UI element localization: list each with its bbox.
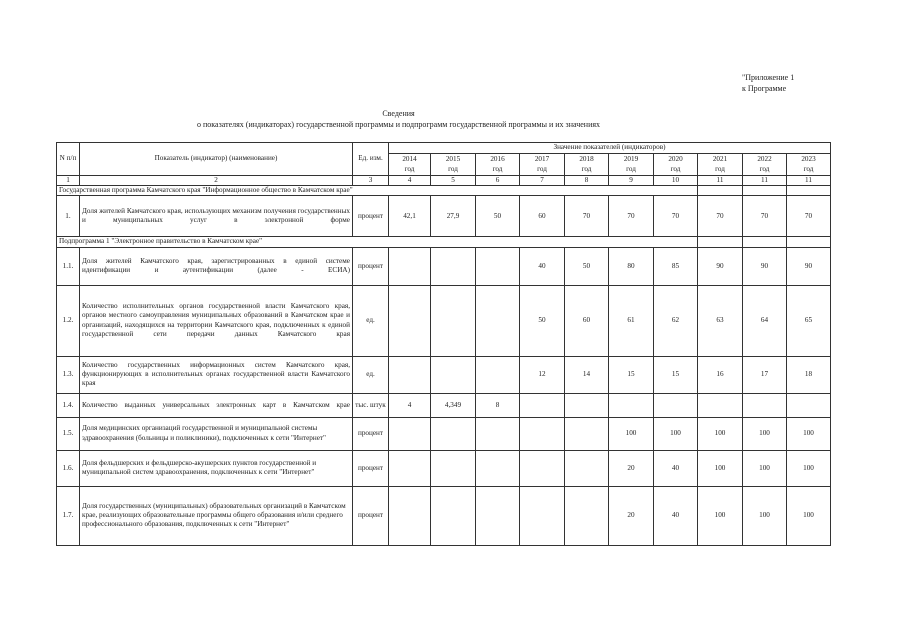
indicator-row: [57, 196, 831, 237]
indicator-row: [57, 393, 831, 417]
row-number: 1.5.: [57, 417, 80, 450]
row-number: 1.7.: [57, 486, 80, 545]
value-cell: [476, 450, 520, 486]
column-number-cell: 5: [431, 176, 476, 186]
header-indicator: Показатель (индикатор) (наименование): [80, 143, 353, 176]
year-label: 2015: [445, 155, 461, 164]
unit-cell: ед.: [353, 356, 389, 393]
value-cell: 70: [787, 196, 831, 237]
value-cell: 64: [743, 285, 787, 356]
value-cell: [565, 417, 609, 450]
value-cell: 12: [520, 356, 565, 393]
value-cell: [476, 486, 520, 545]
column-number-cell: 2: [80, 176, 353, 186]
value-cell: 18: [787, 356, 831, 393]
year-label: 2016: [490, 155, 505, 164]
title-line-1: Сведения: [382, 109, 415, 118]
title-line-2: о показателях (индикаторах) государственной программы и подпрограмм государственной программы и их значениях: [196, 120, 601, 129]
value-cell: 15: [609, 356, 654, 393]
value-cell: 100: [787, 450, 831, 486]
appendix-note: [742, 72, 794, 94]
indicator-name: Доля жителей Камчатского края, зарегистрированных в единой системе идентификации и аутентификации (далее - ЕСИА): [80, 247, 353, 285]
header-num: N п/п: [57, 143, 80, 176]
value-cell: 80: [609, 247, 654, 285]
indicator-row: [57, 417, 831, 450]
value-cell: 14: [565, 356, 609, 393]
value-cell: 85: [654, 247, 698, 285]
indicator-name: Доля государственных (муниципальных) образовательных организаций в Камчатском крае, реализующих образовательные программы общего образования и/или среднего профессионального образования, подключенных к сети "Интернет": [80, 486, 353, 545]
indicator-row: [57, 486, 831, 545]
value-cell: 50: [565, 247, 609, 285]
value-cell: [520, 393, 565, 417]
year-header-cell: [520, 154, 565, 176]
value-cell: 90: [743, 247, 787, 285]
value-cell: 62: [654, 285, 698, 356]
value-cell: [389, 247, 431, 285]
value-cell: 70: [565, 196, 609, 237]
column-number-cell: 1: [57, 176, 80, 186]
year-label: 2019: [623, 155, 639, 164]
value-cell: [654, 393, 698, 417]
value-cell: 100: [698, 450, 743, 486]
row-number: 1.4.: [57, 393, 80, 417]
value-cell: 42,1: [389, 196, 431, 237]
year-label: 2023: [801, 155, 816, 164]
indicator-name: Доля жителей Камчатского края, использующих механизм получения государственных и муниципальных услуг в электронной форме: [80, 196, 353, 237]
value-cell: [431, 450, 476, 486]
header-values-group: Значение показателей (индикаторов): [389, 143, 831, 154]
section-title: Государственная программа Камчатского края "Информационное общество в Камчатском крае": [57, 186, 698, 196]
section-row: [57, 186, 831, 196]
year-label: 2022: [757, 155, 772, 164]
indicators-table: [56, 142, 831, 546]
document-title: [120, 108, 677, 130]
value-cell: [565, 450, 609, 486]
unit-cell: процент: [353, 196, 389, 237]
empty-cell: [698, 186, 743, 196]
column-number-cell: 10: [654, 176, 698, 186]
value-cell: 100: [609, 417, 654, 450]
value-cell: 70: [654, 196, 698, 237]
year-suffix: год: [715, 164, 725, 173]
row-number: 1.1.: [57, 247, 80, 285]
year-header-cell: [476, 154, 520, 176]
value-cell: [743, 393, 787, 417]
row-number: 1.6.: [57, 450, 80, 486]
value-cell: [389, 356, 431, 393]
section-row: [57, 237, 831, 247]
indicator-name: Количество государственных информационных систем Камчатского края, функционирующих в исполнительных органах государственной власти Камчатского края: [80, 356, 353, 393]
unit-cell: ед.: [353, 285, 389, 356]
value-cell: [520, 450, 565, 486]
value-cell: 40: [654, 450, 698, 486]
value-cell: [565, 486, 609, 545]
value-cell: 100: [743, 486, 787, 545]
value-cell: [431, 417, 476, 450]
year-header-cell: [565, 154, 609, 176]
year-label: 2020: [668, 155, 683, 164]
column-number-cell: 7: [520, 176, 565, 186]
value-cell: 50: [476, 196, 520, 237]
year-header-cell: [698, 154, 743, 176]
year-suffix: год: [626, 164, 636, 173]
year-header-cell: [609, 154, 654, 176]
column-number-cell: 3: [353, 176, 389, 186]
year-label: 2014: [402, 155, 417, 164]
value-cell: [476, 285, 520, 356]
value-cell: 100: [743, 450, 787, 486]
indicator-name: Доля фельдшерских и фельдшерско-акушерских пунктов государственной и муниципальной систем здравоохранения, подключенных к сети "Интернет": [80, 450, 353, 486]
unit-cell: тыс. штук: [353, 393, 389, 417]
value-cell: 8: [476, 393, 520, 417]
value-cell: 90: [698, 247, 743, 285]
year-label: 2017: [534, 155, 550, 164]
value-cell: [609, 393, 654, 417]
unit-cell: процент: [353, 247, 389, 285]
indicator-row: [57, 356, 831, 393]
value-cell: 20: [609, 450, 654, 486]
value-cell: 40: [520, 247, 565, 285]
year-header-cell: [787, 154, 831, 176]
year-header-cell: [654, 154, 698, 176]
value-cell: 61: [609, 285, 654, 356]
indicator-name: Количество выданных универсальных электронных карт в Камчатском крае: [80, 393, 353, 417]
year-suffix: год: [537, 164, 547, 173]
value-cell: 100: [787, 417, 831, 450]
value-cell: 15: [654, 356, 698, 393]
value-cell: 27,9: [431, 196, 476, 237]
value-cell: 70: [743, 196, 787, 237]
indicator-row: [57, 450, 831, 486]
value-cell: [520, 417, 565, 450]
value-cell: 70: [698, 196, 743, 237]
year-suffix: год: [759, 164, 770, 173]
value-cell: 40: [654, 486, 698, 545]
empty-cell: [743, 186, 787, 196]
indicator-row: [57, 247, 831, 285]
column-number-cell: 9: [609, 176, 654, 186]
value-cell: [520, 486, 565, 545]
value-cell: 100: [743, 417, 787, 450]
year-suffix: год: [492, 164, 503, 173]
value-cell: 100: [698, 486, 743, 545]
value-cell: [476, 417, 520, 450]
value-cell: 4,349: [431, 393, 476, 417]
column-number-cell: 8: [565, 176, 609, 186]
value-cell: [389, 285, 431, 356]
year-suffix: год: [581, 164, 592, 173]
unit-cell: процент: [353, 486, 389, 545]
value-cell: 60: [565, 285, 609, 356]
value-cell: [389, 417, 431, 450]
row-number: 1.2.: [57, 285, 80, 356]
value-cell: 100: [698, 417, 743, 450]
value-cell: 17: [743, 356, 787, 393]
year-suffix: год: [803, 164, 814, 173]
unit-cell: процент: [353, 417, 389, 450]
year-suffix: год: [670, 164, 681, 173]
header-unit: Ед. изм.: [353, 143, 389, 176]
column-number-cell: 6: [476, 176, 520, 186]
column-number-cell: 11: [787, 176, 831, 186]
year-header-cell: [389, 154, 431, 176]
year-label: 2021: [712, 155, 728, 164]
value-cell: [698, 393, 743, 417]
year-header-cell: [431, 154, 476, 176]
indicator-name: Количество исполнительных органов государственной власти Камчатского края, органов местного самоуправления муниципальных образований в Камчатском крае и организаций, находящихся на территории Камчатского края, подключенных к единой государственной сети передачи данных Камчатского края: [80, 285, 353, 356]
value-cell: [476, 247, 520, 285]
column-number-cell: 4: [389, 176, 431, 186]
column-number-cell: 11: [743, 176, 787, 186]
value-cell: 63: [698, 285, 743, 356]
value-cell: 90: [787, 247, 831, 285]
year-header-cell: [743, 154, 787, 176]
value-cell: [431, 486, 476, 545]
indicator-row: [57, 285, 831, 356]
appendix-line-1: "Приложение 1: [742, 73, 795, 82]
value-cell: 70: [609, 196, 654, 237]
value-cell: 65: [787, 285, 831, 356]
year-suffix: год: [404, 164, 415, 173]
value-cell: 100: [654, 417, 698, 450]
row-number: 1.3.: [57, 356, 80, 393]
value-cell: [431, 247, 476, 285]
value-cell: [476, 356, 520, 393]
empty-cell: [743, 237, 787, 247]
year-suffix: год: [448, 164, 458, 173]
unit-cell: процент: [353, 450, 389, 486]
value-cell: [389, 450, 431, 486]
value-cell: [389, 486, 431, 545]
value-cell: [565, 393, 609, 417]
value-cell: [431, 356, 476, 393]
value-cell: 100: [787, 486, 831, 545]
value-cell: 20: [609, 486, 654, 545]
value-cell: [431, 285, 476, 356]
value-cell: 16: [698, 356, 743, 393]
value-cell: 60: [520, 196, 565, 237]
empty-cell: [787, 186, 831, 196]
appendix-line-2: к Программе: [742, 84, 787, 93]
year-label: 2018: [579, 155, 594, 164]
empty-cell: [787, 237, 831, 247]
value-cell: 50: [520, 285, 565, 356]
empty-cell: [698, 237, 743, 247]
value-cell: [787, 393, 831, 417]
column-number-cell: 11: [698, 176, 743, 186]
section-title: Подпрограмма 1 "Электронное правительство в Камчатском крае": [57, 237, 698, 247]
indicator-name: Доля медицинских организаций государственной и муниципальной системы здравоохранения (больницы и поликлиники), подключенных к сети "Интернет": [80, 417, 353, 450]
value-cell: 4: [389, 393, 431, 417]
row-number: 1.: [57, 196, 80, 237]
